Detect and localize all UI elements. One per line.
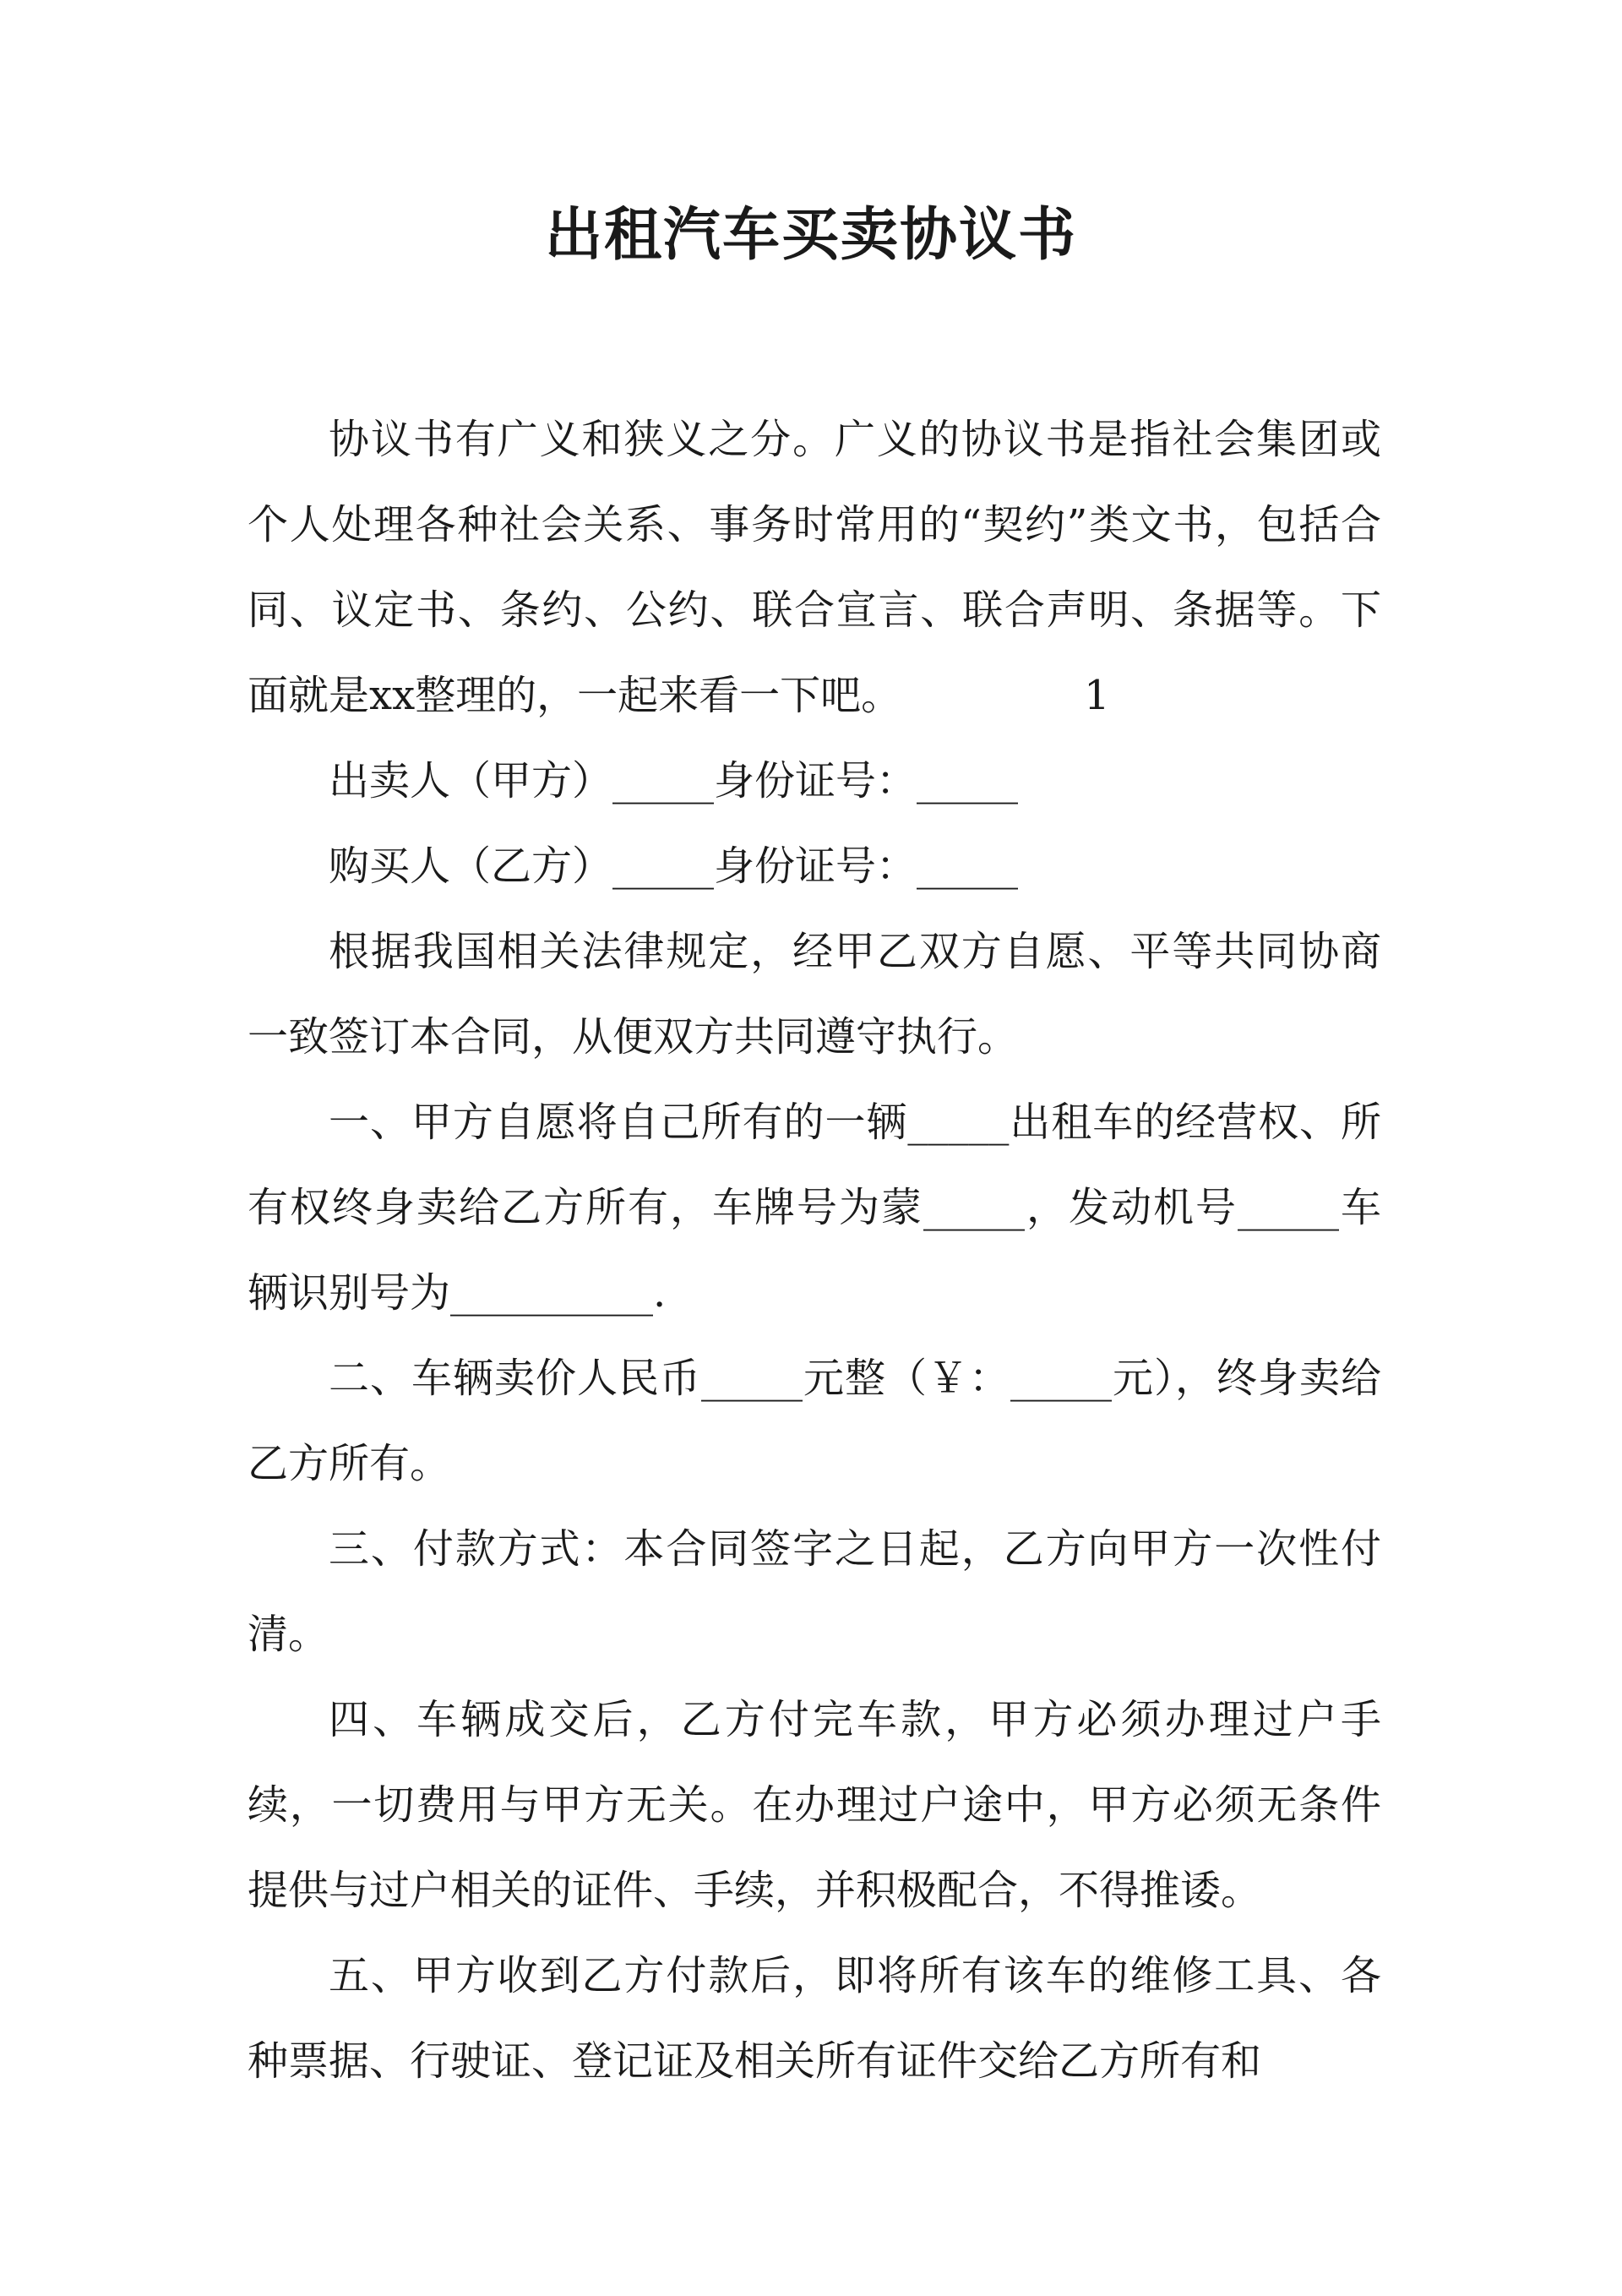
clause-3: 三、付款方式：本合同签字之日起，乙方向甲方一次性付清。 xyxy=(248,1525,1381,1658)
clause-2: 二、车辆卖价人民币_____元整（￥：_____元），终身卖给乙方所有。 xyxy=(248,1355,1381,1487)
seller-line: 出卖人（甲方）_____身份证号：_____ xyxy=(329,757,1019,804)
document-body xyxy=(248,397,1381,2104)
page-number: 1 xyxy=(1084,672,1110,719)
clause-4: 四、车辆成交后，乙方付完车款，甲方必须办理过户手续，一切费用与甲方无关。在办理过户途中，甲方必须无条件提供与过户相关的证件、手续，并积极配合，不得推诿。 xyxy=(248,1696,1381,1914)
intro-paragraph xyxy=(248,397,1381,739)
intro-text: 协议书有广义和狭义之分。广义的协议书是指社会集团或个人处理各种社会关系、事务时常用的“契约”类文书，包括合同、议定书、条约、公约、联合宣言、联合声明、条据等。下面就是xx整理的，一起来看一下吧。 xyxy=(248,416,1381,719)
legal-basis-paragraph: 根据我国相关法律规定，经甲乙双方自愿、平等共同协商一致签订本合同，从便双方共同遵守执行。 xyxy=(248,928,1381,1061)
clause-1: 一、甲方自愿将自己所有的一辆_____出租车的经营权、所有权终身卖给乙方所有，车牌号为蒙_____，发动机号_____车辆识别号为__________. xyxy=(248,1099,1381,1317)
clause-5: 五、甲方收到乙方付款后，即将所有该车的维修工具、各种票据、行驶证、登记证及相关所有证件交给乙方所有和 xyxy=(248,1952,1381,2085)
buyer-line: 购买人（乙方）_____身份证号：_____ xyxy=(329,843,1019,890)
document-title: 出租汽车买卖协议书 xyxy=(544,201,1077,269)
